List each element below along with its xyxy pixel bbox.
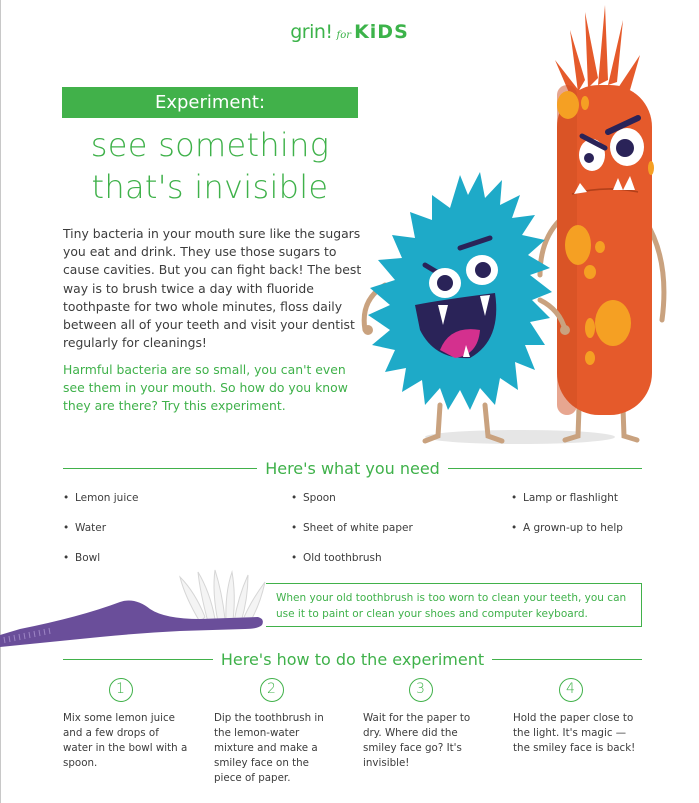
supply-item: • Water — [63, 522, 107, 534]
logo-kids: KiDS — [354, 21, 409, 43]
experiment-banner: Experiment: — [62, 87, 358, 118]
bullet-icon: • — [63, 522, 70, 534]
supply-item: • A grown-up to help — [511, 522, 623, 534]
supply-item: • Lemon juice — [63, 492, 139, 504]
bullet-icon: • — [291, 492, 298, 504]
step-number-badge: 3 — [409, 678, 433, 702]
toothbrush-icon — [0, 567, 270, 647]
blue-monster-body — [368, 172, 552, 410]
step-text: Mix some lemon juice and a few drops of water in the bowl with a spoon. — [63, 712, 188, 769]
step-4 — [513, 678, 638, 756]
bullet-icon: • — [63, 552, 70, 564]
divider-line — [63, 659, 213, 660]
supply-item: • Spoon — [291, 492, 336, 504]
supply-item: • Old toothbrush — [291, 552, 382, 564]
divider-line — [448, 468, 642, 469]
step-number-badge: 4 — [559, 678, 583, 702]
supply-item: • Bowl — [63, 552, 101, 564]
step-number-badge: 1 — [109, 678, 133, 702]
ground-shadow-icon — [425, 430, 615, 444]
bullet-icon: • — [511, 492, 518, 504]
section-title: Here's what you need — [265, 458, 440, 478]
step-text: Wait for the paper to dry. Where did the smiley face go? It's invisible! — [363, 712, 471, 769]
divider-line — [492, 659, 642, 660]
how-to-heading — [63, 648, 642, 670]
title-line-2: that's invisible — [91, 168, 329, 206]
step-text: Hold the paper close to the light. It's magic — the smiley face is back! — [513, 712, 636, 754]
bacteria-monsters-illustration — [340, 0, 699, 460]
what-you-need-heading — [63, 457, 642, 479]
supply-item: • Lamp or flashlight — [511, 492, 619, 504]
bullet-icon: • — [291, 552, 298, 564]
step-2 — [214, 678, 339, 786]
bullet-icon: • — [63, 492, 70, 504]
orange-monster-hair-icon — [555, 5, 640, 95]
logo-for: for — [336, 30, 352, 41]
bullet-icon: • — [511, 522, 518, 534]
bullet-icon: • — [291, 522, 298, 534]
intro-paragraph: Tiny bacteria in your mouth sure like the sugars you eat and drink. They use those sugars to cause cavities. But you can fight back! The best way is to brush twice a day with fluoride toothpaste for two whole minutes, floss daily between all of your teeth and visit your dentist regularly for cleanings! — [63, 226, 362, 351]
intro-highlight: Harmful bacteria are so small, you can't even see them in your mouth. So how do you know they are there? Try this experiment. — [63, 362, 348, 414]
step-1 — [63, 678, 188, 771]
step-text: Dip the toothbrush in the lemon-water mixture and make a smiley face on the piece of paper. — [214, 712, 324, 784]
page-title — [55, 124, 365, 208]
toothbrush-tip-box: When your old toothbrush is too worn to clean your teeth, you can use it to paint or clean your shoes and computer keyboard. — [266, 583, 642, 627]
step-3 — [363, 678, 488, 771]
page-left-border — [0, 0, 1, 803]
supplies-list — [63, 490, 653, 570]
divider-line — [63, 468, 257, 469]
logo-brand: grin! — [290, 21, 333, 43]
title-line-1: see something — [90, 126, 330, 164]
step-number-badge: 2 — [260, 678, 284, 702]
section-title: Here's how to do the experiment — [220, 649, 485, 669]
supply-item: • Sheet of white paper — [291, 522, 413, 534]
